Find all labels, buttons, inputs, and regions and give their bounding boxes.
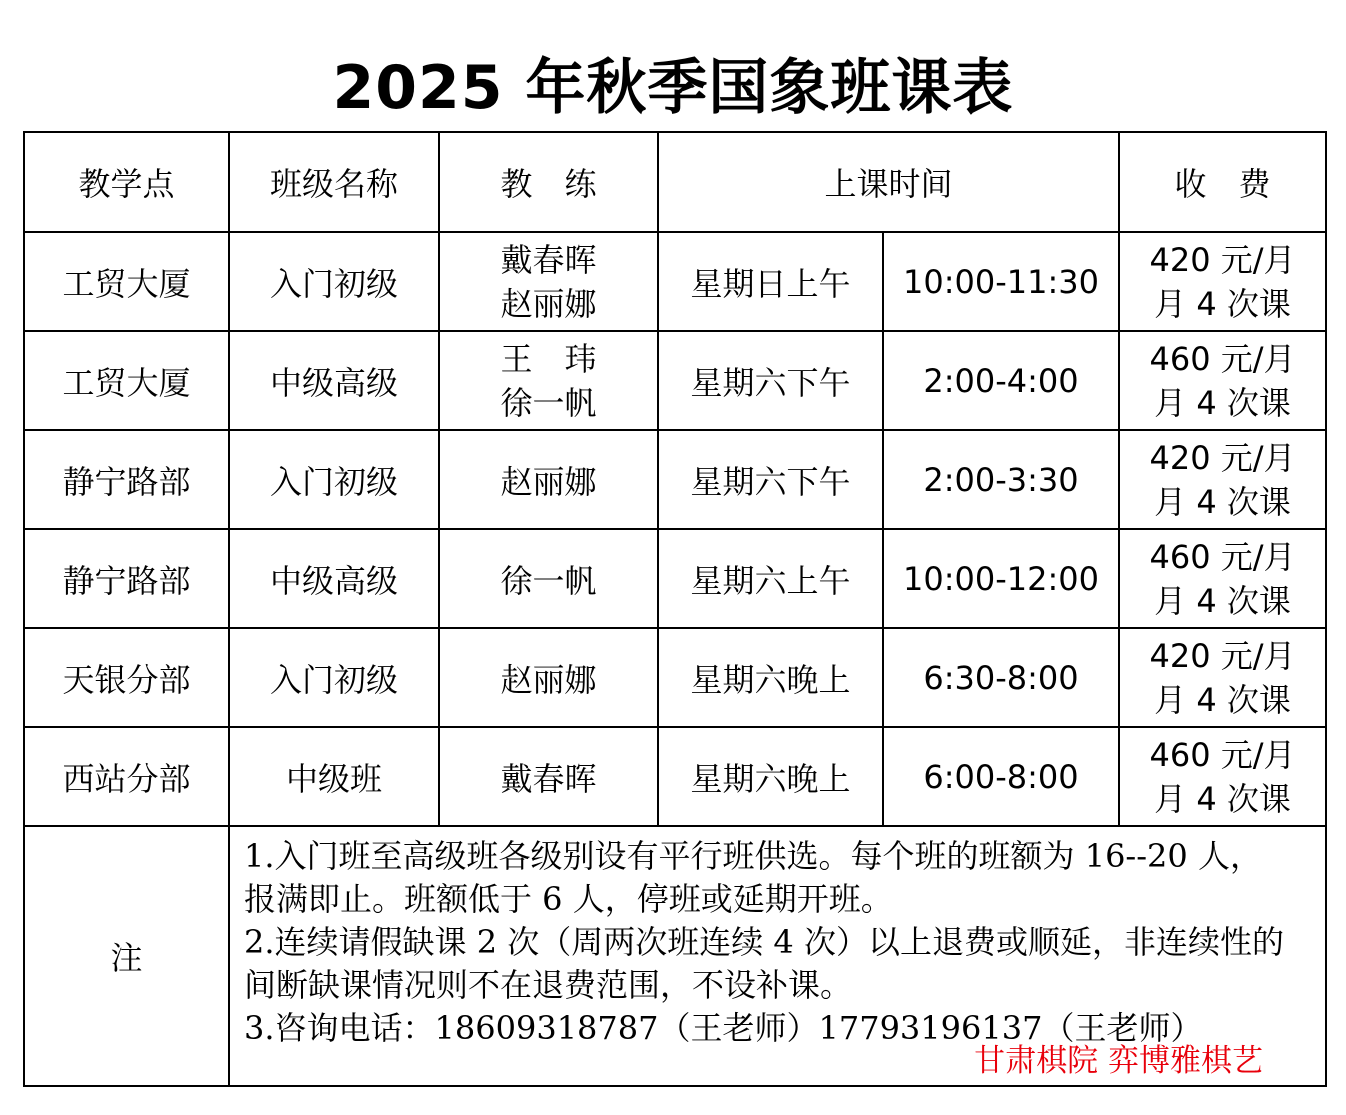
coach-cell: 赵丽娜	[439, 430, 658, 529]
notes-label: 注	[24, 826, 229, 1086]
time-cell: 6:00-8:00	[883, 727, 1119, 826]
coach-name: 赵丽娜	[500, 284, 597, 323]
location-cell: 静宁路部	[24, 430, 229, 529]
fee-frequency: 月 4 次课	[1154, 779, 1291, 818]
class-name-cell: 中级高级	[229, 529, 439, 628]
location-cell: 天银分部	[24, 628, 229, 727]
note-line: 2.连续请假缺课 2 次（周两次班连续 4 次）以上退费或顺延，非连续性的	[244, 923, 1284, 961]
day-cell: 星期六晚上	[658, 727, 883, 826]
day-cell: 星期六晚上	[658, 628, 883, 727]
fee-cell	[1119, 430, 1326, 529]
fee-cell	[1119, 529, 1326, 628]
header-coach: 教 练	[439, 132, 658, 232]
header-fee: 收 费	[1119, 132, 1326, 232]
fee-frequency: 月 4 次课	[1154, 284, 1291, 323]
day-cell: 星期六下午	[658, 430, 883, 529]
day-cell: 星期六下午	[658, 331, 883, 430]
fee-price: 460 元/月	[1149, 339, 1296, 378]
time-cell: 10:00-11:30	[883, 232, 1119, 331]
table-row	[24, 628, 1326, 727]
table-row	[24, 430, 1326, 529]
coach-cell	[439, 331, 658, 430]
time-cell: 2:00-4:00	[883, 331, 1119, 430]
fee-frequency: 月 4 次课	[1154, 482, 1291, 521]
note-line: 间断缺课情况则不在退费范围，不设补课。	[244, 966, 853, 1004]
notes-content	[229, 826, 1326, 1086]
location-cell: 工贸大厦	[24, 232, 229, 331]
table-row	[24, 529, 1326, 628]
note-line: 报满即止。班额低于 6 人，停班或延期开班。	[244, 880, 893, 918]
class-name-cell: 入门初级	[229, 628, 439, 727]
fee-price: 420 元/月	[1149, 438, 1296, 477]
fee-frequency: 月 4 次课	[1154, 581, 1291, 620]
location-cell: 工贸大厦	[24, 331, 229, 430]
coach-cell: 戴春晖	[439, 727, 658, 826]
page-title: 2025 年秋季国象班课表	[332, 53, 1014, 123]
fee-price: 420 元/月	[1149, 240, 1296, 279]
schedule-table	[23, 131, 1327, 1087]
note-line: 1.入门班至高级班各级别设有平行班供选。每个班的班额为 16--20 人，	[244, 837, 1262, 875]
class-name-cell: 入门初级	[229, 232, 439, 331]
day-cell: 星期日上午	[658, 232, 883, 331]
fee-price: 460 元/月	[1149, 537, 1296, 576]
header-row	[24, 132, 1326, 232]
location-cell: 西站分部	[24, 727, 229, 826]
class-name-cell: 中级高级	[229, 331, 439, 430]
fee-frequency: 月 4 次课	[1154, 680, 1291, 719]
table-row	[24, 232, 1326, 331]
note-line: 3.咨询电话：18609318787（王老师）17793196137（王老师）	[244, 1009, 1203, 1047]
class-name-cell: 中级班	[229, 727, 439, 826]
coach-name: 徐一帆	[500, 383, 597, 422]
header-class-name: 班级名称	[229, 132, 439, 232]
time-cell: 10:00-12:00	[883, 529, 1119, 628]
notes-row	[24, 826, 1326, 1086]
header-time: 上课时间	[658, 132, 1119, 232]
time-cell: 2:00-3:30	[883, 430, 1119, 529]
time-cell: 6:30-8:00	[883, 628, 1119, 727]
coach-cell: 赵丽娜	[439, 628, 658, 727]
coach-cell: 徐一帆	[439, 529, 658, 628]
fee-frequency: 月 4 次课	[1154, 383, 1291, 422]
table-row	[24, 331, 1326, 430]
fee-price: 460 元/月	[1149, 735, 1296, 774]
class-name-cell: 入门初级	[229, 430, 439, 529]
signature: 甘肃棋院 弈博雅棋艺	[974, 1043, 1264, 1079]
coach-name: 王 玮	[500, 339, 597, 378]
fee-price: 420 元/月	[1149, 636, 1296, 675]
coach-cell	[439, 232, 658, 331]
day-cell: 星期六上午	[658, 529, 883, 628]
fee-cell	[1119, 628, 1326, 727]
header-location: 教学点	[24, 132, 229, 232]
coach-name: 戴春晖	[500, 240, 597, 279]
fee-cell	[1119, 232, 1326, 331]
table-row	[24, 727, 1326, 826]
fee-cell	[1119, 727, 1326, 826]
location-cell: 静宁路部	[24, 529, 229, 628]
fee-cell	[1119, 331, 1326, 430]
